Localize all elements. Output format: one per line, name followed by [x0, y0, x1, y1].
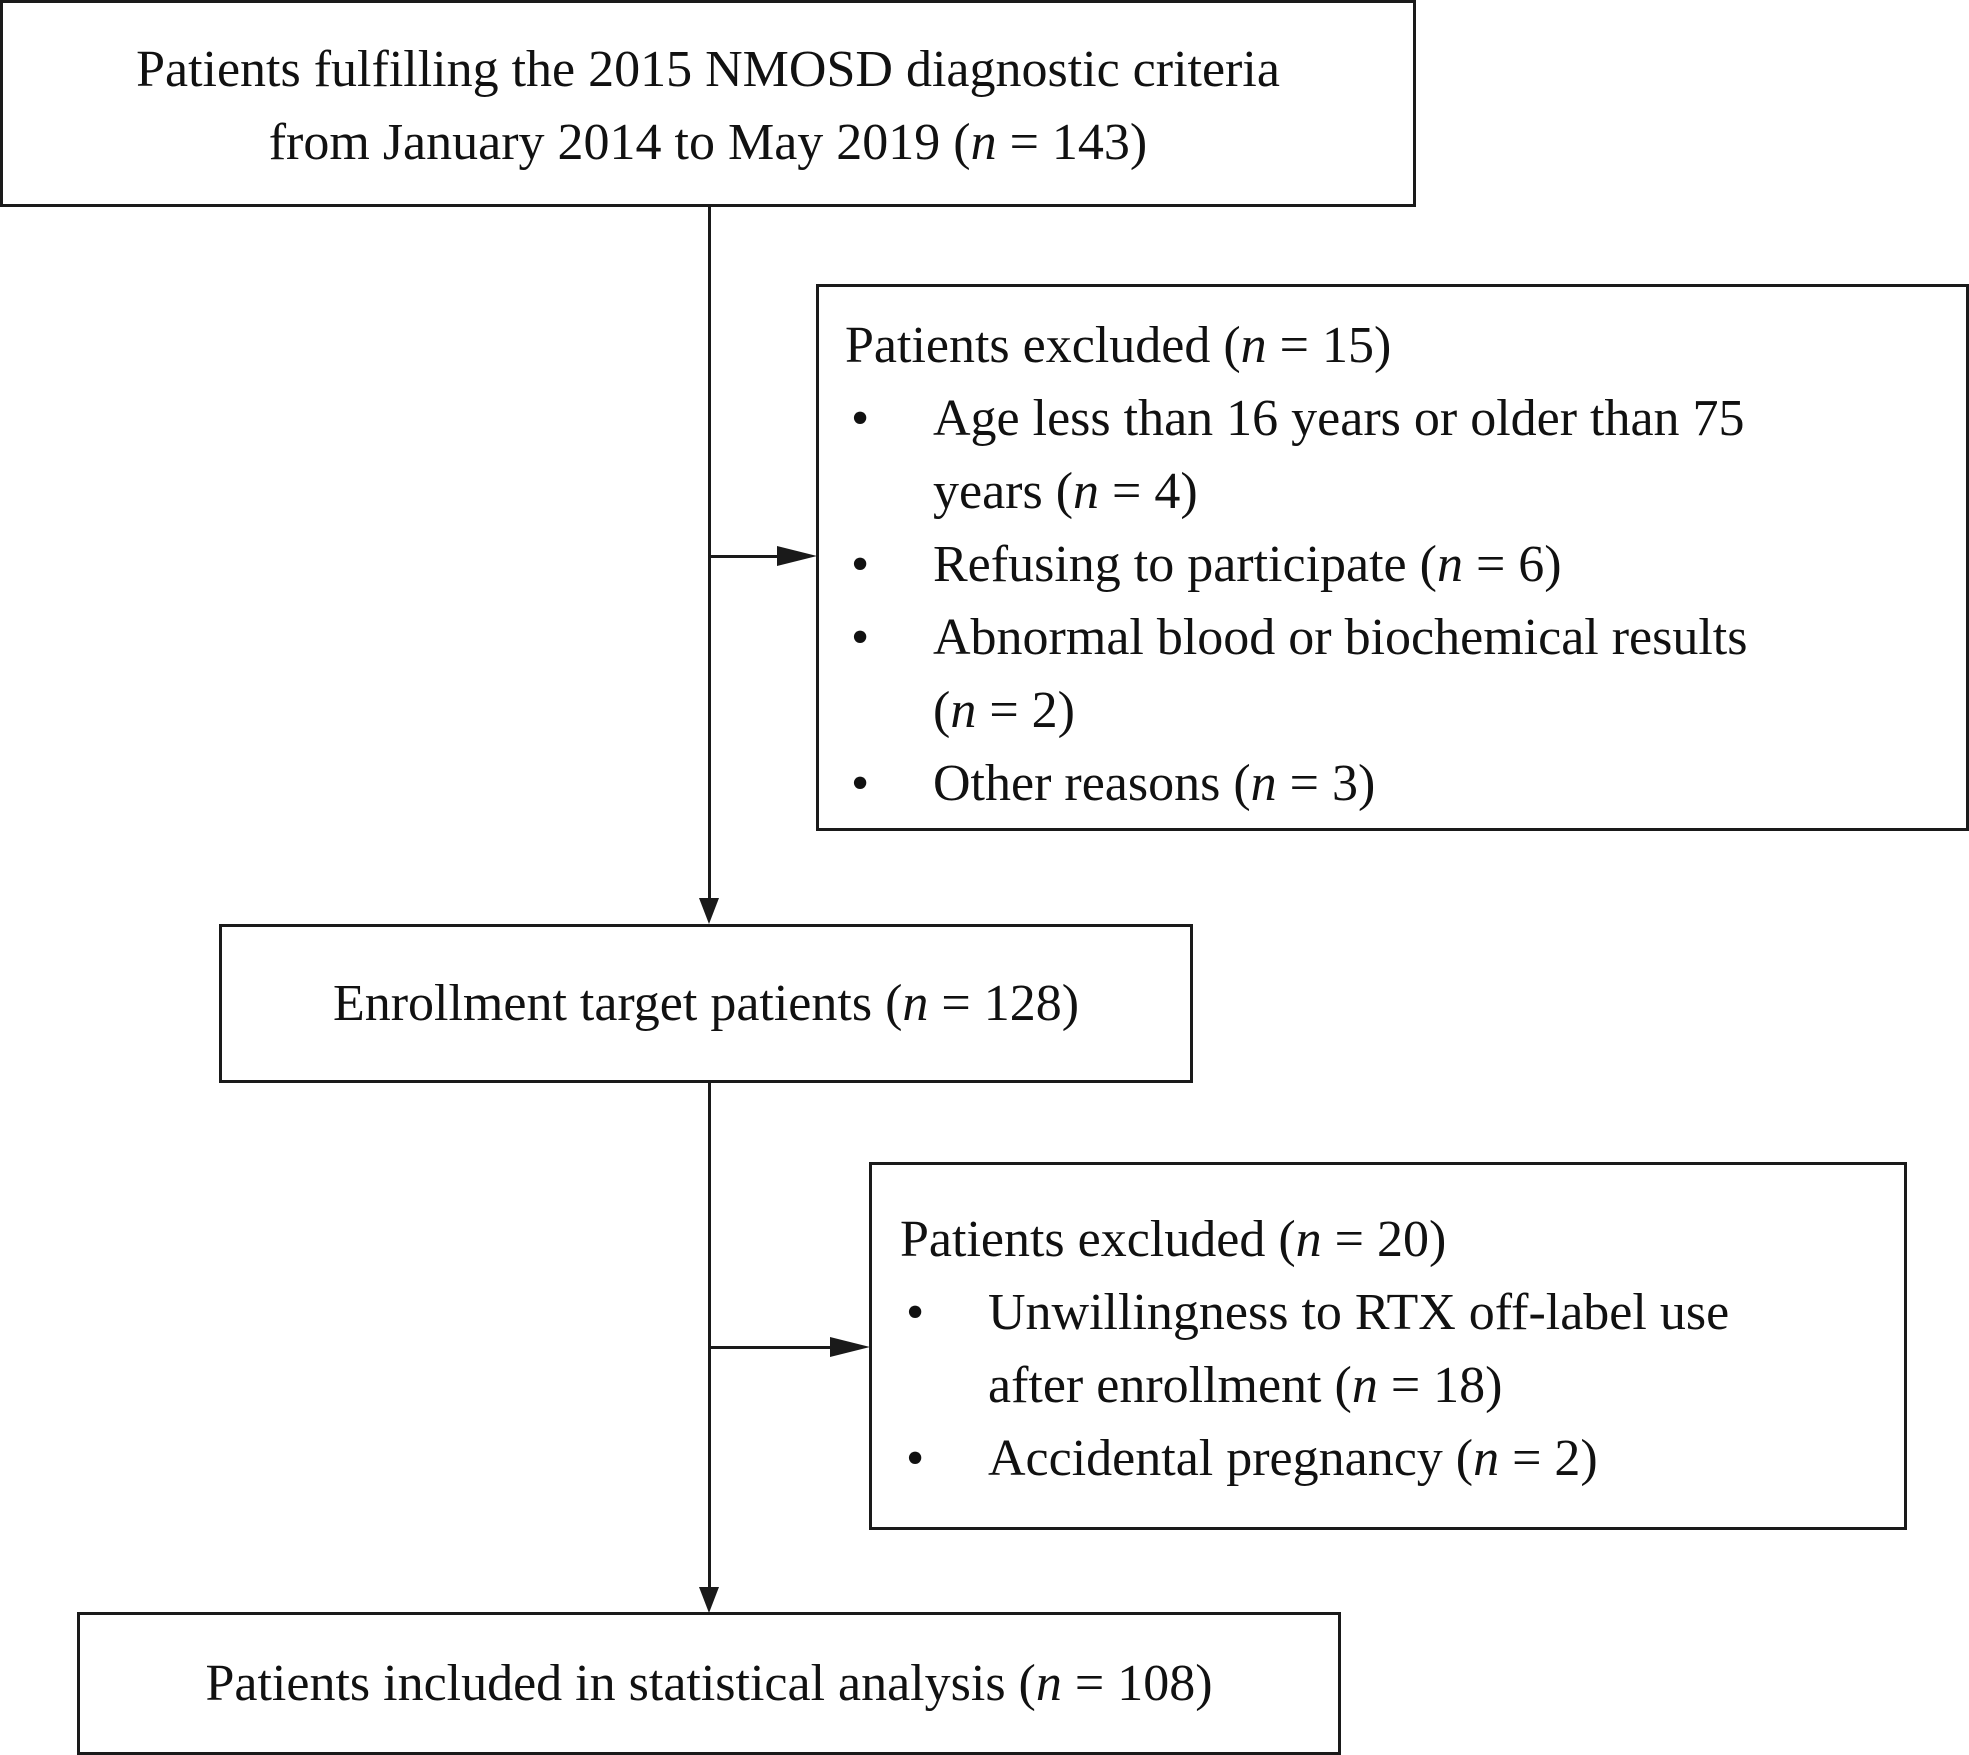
- start-line-2: from January 2014 to May 2019 (n = 143): [268, 114, 1148, 171]
- analysis-box: [77, 1612, 1341, 1755]
- arrow-to-enrollment: [699, 898, 719, 924]
- exclusion-1-list: [845, 382, 1966, 820]
- connector-branch-exclusion1: [710, 555, 780, 558]
- list-item: • Accidental pregnancy (n = 2): [900, 1422, 1904, 1495]
- list-item: • Refusing to participate (n = 6): [845, 528, 1966, 601]
- exclusion-1-title: Patients excluded (n = 15): [845, 317, 1392, 374]
- connector-branch-exclusion2: [710, 1346, 833, 1349]
- start-box: [0, 0, 1416, 207]
- arrow-to-exclusion2: [830, 1337, 870, 1357]
- enrollment-text: Enrollment target patients (n = 128): [332, 975, 1080, 1032]
- exclusion-box-1: [816, 284, 1969, 831]
- bullet-icon: •: [851, 609, 870, 666]
- list-item: • Abnormal blood or biochemical results (n = 2): [845, 601, 1966, 747]
- bullet-icon: •: [851, 755, 870, 812]
- list-item: • Age less than 16 years or older than 75 years (n = 4): [845, 382, 1966, 528]
- bullet-icon: •: [906, 1430, 925, 1487]
- exclusion-2-list: [900, 1276, 1904, 1495]
- list-item: • Unwillingness to RTX off-label use after enrollment (n = 18): [900, 1276, 1904, 1422]
- start-line-1: Patients fulfilling the 2015 NMOSD diagnostic criteria: [136, 41, 1280, 98]
- exclusion-box-2-content: [872, 1165, 1904, 1495]
- bullet-icon: •: [851, 536, 870, 593]
- arrow-to-exclusion1: [777, 546, 817, 566]
- exclusion-2-title: Patients excluded (n = 20): [900, 1211, 1447, 1268]
- list-item: • Other reasons (n = 3): [845, 747, 1966, 820]
- bullet-icon: •: [906, 1284, 925, 1341]
- bullet-icon: •: [851, 390, 870, 447]
- connector-main-lower: [708, 1082, 711, 1607]
- arrow-to-analysis: [699, 1587, 719, 1613]
- enrollment-box: [219, 924, 1193, 1083]
- analysis-text: Patients included in statistical analysis (n = 108): [205, 1655, 1213, 1712]
- exclusion-box-2: [869, 1162, 1907, 1530]
- start-box-text: [3, 3, 1413, 179]
- exclusion-box-1-content: [819, 287, 1966, 820]
